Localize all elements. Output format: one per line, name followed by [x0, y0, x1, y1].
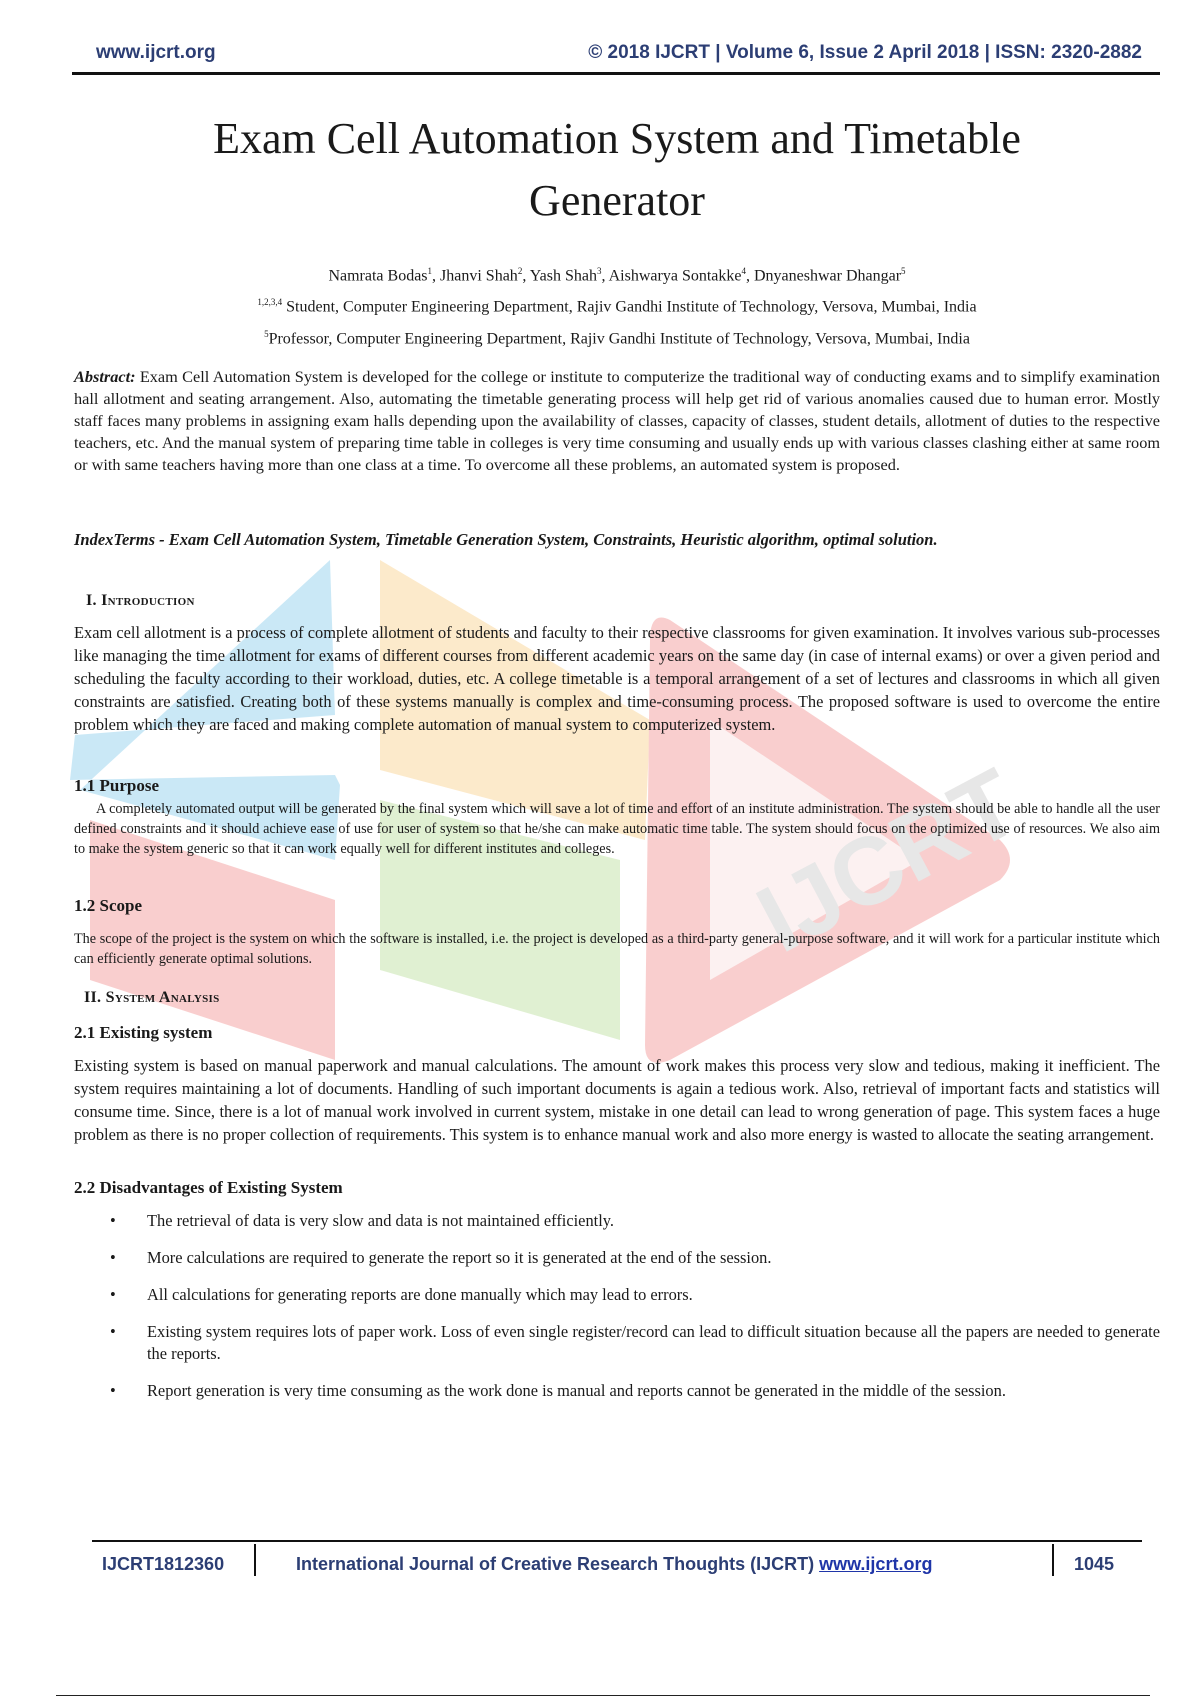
author-name: Dnyaneshwar Dhangar — [753, 267, 902, 285]
bottom-rule — [56, 1695, 1150, 1696]
paper-title — [74, 108, 1160, 232]
disadvantages-heading: 2.2 Disadvantages of Existing System — [74, 1178, 343, 1197]
footer-divider — [1052, 1544, 1054, 1576]
list-item: • Existing system requires lots of paper work. Loss of even single register/record can lead to difficult situation because all the papers are needed to generate the reports. — [110, 1322, 1160, 1363]
abstract — [74, 366, 1160, 476]
author-name: Yash Shah — [529, 267, 597, 285]
introduction-text: Exam cell allotment is a process of complete allotment of students and faculty to their respective classrooms for given examination. It involves various sub-processes like managing the time allotment for exams of different courses from different academic years on the same day (in case of internal exams) or over a given period and scheduling the faculty according to their workload, duties, etc. A college timetable is a temporal arrangement of a set of lectures and classrooms in which all given constraints are satisfied. Creating both of these systems manually is complex and time-consuming process. The proposed software is used to overcome the entire problem which they are faced and making complete automation of manual system to computerized system. — [74, 623, 1160, 734]
page-number: 1045 — [1074, 1554, 1115, 1574]
author-sup: 5 — [901, 266, 906, 276]
page-header — [72, 40, 1160, 75]
disadvantages-list-container — [74, 1210, 1160, 1417]
title-line-2: Generator — [529, 176, 705, 225]
bullet-icon: • — [110, 1248, 116, 1267]
header-citation: © 2018 IJCRT | Volume 6, Issue 2 April 2018 | ISSN: 2320-2882 — [588, 42, 1142, 63]
bullet-icon: • — [110, 1381, 116, 1400]
author-sup: 4 — [741, 266, 746, 276]
footer-link[interactable]: www.ijcrt.org — [819, 1554, 933, 1574]
list-item: • The retrieval of data is very slow and data is not maintained efficiently. — [110, 1211, 614, 1230]
list-item: • Report generation is very time consuming as the work done is manual and reports cannot be generated in the middle of the session. — [110, 1381, 1006, 1400]
list-item: • More calculations are required to generate the report so it is generated at the end of the session. — [110, 1248, 772, 1267]
header-site[interactable]: www.ijcrt.org — [96, 42, 216, 63]
author-block — [74, 258, 1160, 352]
author-sup: 1 — [427, 266, 433, 276]
author-sup: 2 — [517, 266, 523, 276]
list-item: • All calculations for generating reports are done manually which may lead to errors. — [110, 1285, 693, 1304]
affiliation-professor: $^5$Professor, Computer Engineering Department, Rajiv Gandhi Institute of Technology, Versova, Mumbai, India — [264, 328, 970, 347]
disadvantages-list — [74, 1210, 1160, 1402]
author-name: Namrata Bodas — [328, 267, 428, 285]
author-name: Aishwarya Sontakke — [608, 267, 742, 285]
affiliation-students: $^{1,2,3,4}$ Student, Computer Engineering Department, Rajiv Gandhi Institute of Technology, Versova, Mumbai, India — [257, 297, 977, 316]
bullet-icon: • — [110, 1285, 116, 1304]
abstract-label: Abstract: — [74, 367, 136, 386]
footer-journal: International Journal of Creative Research Thoughts (IJCRT) www.ijcrt.org — [296, 1554, 933, 1574]
author-list: Namrata Bodas$^1$, Jhanvi Shah$^2$, Yash Shah$^3$, Aishwarya Sontakke$^4$, Dnyaneshwar Dhangar$^5$ — [328, 266, 906, 285]
page-footer — [92, 1540, 1142, 1582]
bullet-icon: • — [110, 1211, 116, 1230]
existing-system-text: Existing system is based on manual paperwork and manual calculations. The amount of work makes this process very slow and tedious, making it inefficient. The system requires maintaining a lot of documents. Handling of such important documents is again a tedious work. Also, retrieval of important facts and statistics will consume time. Since, there is a lot of manual work involved in current system, mistake in one detail can lead to wrong generation of page. This system faces a huge problem as there is no proper collection of requirements. This system is to enhance manual work and also more energy is wasted to allocate the seating arrangement. — [74, 1056, 1160, 1144]
abstract-text: Exam Cell Automation System is developed for the college or institute to computerize the traditional way of conducting exams and to simplify examination hall allotment and seating arrangement. Also, automating the timetable generating process will help get rid of various anomalies caused due to human error. Mostly staff faces many problems in assigning exam halls depending upon the availability of classes, capacity of classes, student details, allotment of duties to the respective teachers, etc. And the manual system of preparing time table in colleges is very time consuming and usually ends up with various classes clashing either at same room or with same teachers having more than one class at a time. To overcome all these problems, an automated system is proposed. — [74, 367, 1160, 474]
scope-heading: 1.2 Scope — [74, 896, 142, 915]
title-line-1: Exam Cell Automation System and Timetable — [213, 114, 1021, 163]
author-sup: 3 — [597, 266, 602, 276]
purpose-heading: 1.1 Purpose — [74, 776, 159, 795]
index-terms: IndexTerms - Exam Cell Automation System, Timetable Generation System, Constraints, Heuristic algorithm, optimal solution. — [74, 530, 938, 549]
scope-text: The scope of the project is the system on which the software is installed, i.e. the project is developed as a third-party general-purpose software, and it will work for a particular institute which can efficiently generate optimal solutions. — [74, 931, 1160, 967]
footer-paper-id: IJCRT1812360 — [102, 1554, 225, 1574]
section-introduction-heading: I. Introduction — [86, 592, 195, 609]
author-name: Jhanvi Shah — [440, 267, 518, 285]
watermark-text: IJCRT — [740, 748, 1036, 974]
purpose-text: A completely automated output will be generated by the final system which will save a lot of time and effort of an institute administration. The system should be able to handle all the user defined constraints and it should achieve ease of use for user of system so that he/she can make automatic time table. The system should focus on the optimized use of resources. We also aim to make the system generic so that it can work equally well for different institutes and colleges. — [74, 801, 1160, 857]
existing-system-heading: 2.1 Existing system — [74, 1023, 213, 1042]
section-analysis-heading: II. System Analysis — [84, 989, 220, 1006]
bullet-icon: • — [110, 1322, 116, 1341]
footer-divider — [254, 1544, 256, 1576]
